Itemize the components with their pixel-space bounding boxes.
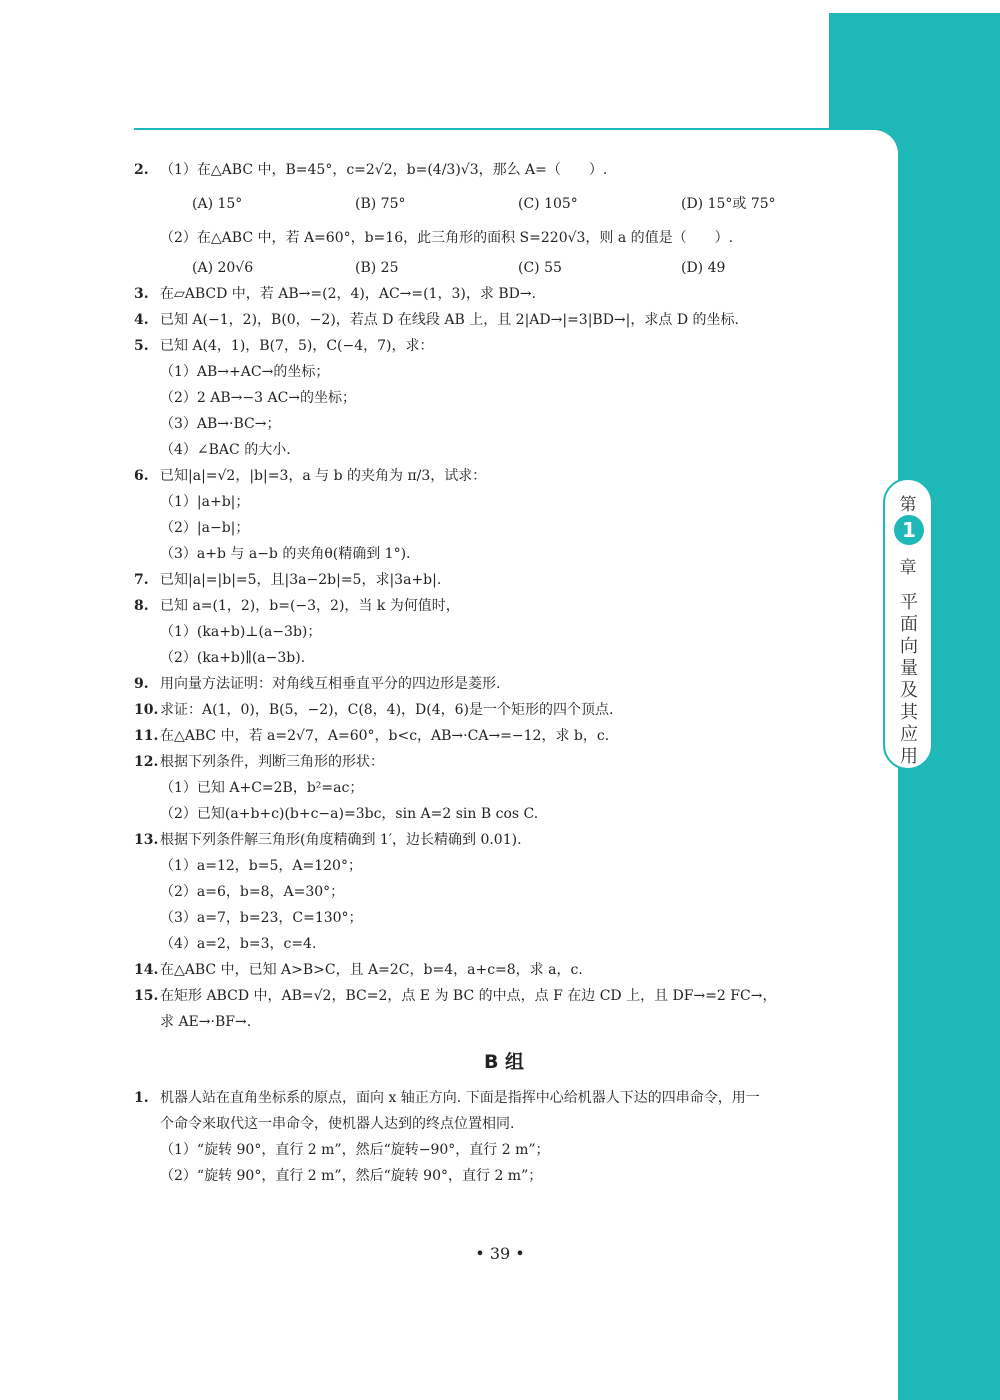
question-number: 4. xyxy=(134,312,149,328)
question-text: 在△ABC 中，若 a=2√7，A=60°，b<c，AB→·CA→=−12，求 b，c. xyxy=(160,728,610,744)
question-text: 用向量方法证明：对角线互相垂直平分的四边形是菱形. xyxy=(160,676,501,692)
question-2-part2: （2）在△ABC 中，若 A=60°，b=16，此三角形的面积 S=220√3，则 a 的值是（ ）. xyxy=(160,230,734,246)
page-number: • 39 • xyxy=(475,1244,525,1263)
question-number: 13. xyxy=(134,832,159,848)
header-rule xyxy=(134,128,900,130)
question-text: 根据下列条件解三角形(角度精确到 1′，边长精确到 0.01). xyxy=(160,832,522,848)
question-item xyxy=(134,463,874,489)
sub-question: （1）已知 A+C=2B，b²=ac； xyxy=(160,780,364,796)
question-list xyxy=(134,281,874,1035)
sub-question: （3）AB→·BC→； xyxy=(160,416,281,432)
question-2 xyxy=(134,157,874,183)
question-text: 求证：A(1，0)，B(5，−2)，C(8，4)，D(4，6)是一个矩形的四个顶点. xyxy=(160,702,614,718)
question-number: 5. xyxy=(134,338,149,354)
question-item xyxy=(134,723,874,749)
sub-question: （2）(ka+b)∥(a−3b). xyxy=(160,650,306,666)
question-text: 已知 a=(1，2)，b=(−3，2)，当 k 为何值时， xyxy=(160,598,460,614)
question-text: 已知|a|=√2，|b|=3，a 与 b 的夹角为 π/3，试求： xyxy=(160,468,487,484)
chapter-tab xyxy=(883,478,933,770)
exercise-content xyxy=(134,157,874,1189)
question-text: 在矩形 ABCD 中，AB=√2，BC=2，点 E 为 BC 的中点，点 F 在边 CD 上，且 DF→=2 FC→， xyxy=(160,988,777,1004)
question-number: 9. xyxy=(134,676,149,692)
sub-question: （1）|a+b|； xyxy=(160,494,250,510)
sub-question: （1）AB→+AC→的坐标； xyxy=(160,364,330,380)
option-b: (B) 75° xyxy=(355,196,406,212)
option-a: (A) 15° xyxy=(192,196,243,212)
question-number: 3. xyxy=(134,286,149,302)
option-b: (B) 25 xyxy=(355,260,399,276)
sub-question: （1）“旋转 90°，直行 2 m”，然后“旋转−90°，直行 2 m”； xyxy=(160,1142,550,1158)
option-a: (A) 20√6 xyxy=(192,260,254,276)
question-item xyxy=(134,749,874,775)
question-item xyxy=(134,697,874,723)
question-text: 已知 A(4，1)，B(7，5)，C(−4，7)，求： xyxy=(160,338,434,354)
sub-question: （2）2 AB→−3 AC→的坐标； xyxy=(160,390,357,406)
sub-question: （1）a=12，b=5，A=120°； xyxy=(160,858,362,874)
option-d: (D) 15°或 75° xyxy=(681,196,776,212)
sub-question: （2）|a−b|； xyxy=(160,520,250,536)
chapter-suffix: 章 xyxy=(899,558,917,578)
chapter-number-badge: 1 xyxy=(894,515,924,545)
question-number: 15. xyxy=(134,988,159,1004)
sub-question: （2）“旋转 90°，直行 2 m”，然后“旋转 90°，直行 2 m”； xyxy=(160,1168,543,1184)
question-number: 12. xyxy=(134,754,159,770)
question-2-part1-options xyxy=(134,191,874,217)
question-2-part2-options xyxy=(134,255,874,281)
question-number: 7. xyxy=(134,572,149,588)
question-number: 14. xyxy=(134,962,159,978)
option-c: (C) 105° xyxy=(518,196,578,212)
question-2-part1: （1）在△ABC 中，B=45°，c=2√2，b=(4/3)√3，那么 A=（ ）. xyxy=(160,162,608,178)
question-item xyxy=(134,827,874,853)
question-number: 6. xyxy=(134,468,149,484)
question-item xyxy=(134,333,874,359)
chapter-title: 平面向量及其应用 xyxy=(900,592,918,767)
question-text: 已知 A(−1，2)，B(0，−2)，若点 D 在线段 AB 上，且 2|AD→|=3|BD→|，求点 D 的坐标. xyxy=(160,312,739,328)
question-text: 机器人站在直角坐标系的原点，面向 x 轴正方向. 下面是指挥中心给机器人下达的四串命令，用一 xyxy=(160,1090,760,1106)
question-item xyxy=(134,957,874,983)
question-item xyxy=(134,307,874,333)
question-text: 根据下列条件，判断三角形的形状： xyxy=(160,754,384,770)
question-number: 11. xyxy=(134,728,159,744)
question-text: 在▱ABCD 中，若 AB→=(2，4)，AC→=(1，3)，求 BD→. xyxy=(160,286,537,302)
sub-question: （4）a=2，b=3，c=4. xyxy=(160,936,317,952)
sub-question: （2）已知(a+b+c)(b+c−a)=3bc，sin A=2 sin B cos C. xyxy=(160,806,539,822)
question-number: 1. xyxy=(134,1090,149,1106)
question-text: 已知|a|=|b|=5，且|3a−2b|=5，求|3a+b|. xyxy=(160,572,442,588)
sub-question: （4）∠BAC 的大小. xyxy=(160,442,291,458)
question-item xyxy=(134,567,874,593)
option-c: (C) 55 xyxy=(518,260,562,276)
question-text: 在△ABC 中，已知 A>B>C，且 A=2C，b=4，a+c=8，求 a，c. xyxy=(160,962,583,978)
sub-question: （3）a=7，b=23，C=130°； xyxy=(160,910,363,926)
option-d: (D) 49 xyxy=(681,260,726,276)
question-item xyxy=(134,671,874,697)
group-b-question-1 xyxy=(134,1085,874,1111)
question-item xyxy=(134,593,874,619)
question-item xyxy=(134,983,874,1009)
sub-question: （3）a+b 与 a−b 的夹角θ(精确到 1°). xyxy=(160,546,411,562)
sub-question: 求 AE→·BF→. xyxy=(160,1014,252,1030)
question-number: 10. xyxy=(134,702,159,718)
sub-question: （2）a=6，b=8，A=30°； xyxy=(160,884,345,900)
chapter-prefix: 第 xyxy=(899,495,917,515)
question-item xyxy=(134,281,874,307)
group-b-title: B 组 xyxy=(483,1051,525,1073)
question-number: 2. xyxy=(134,162,149,178)
question-number: 8. xyxy=(134,598,149,614)
sub-question: （1）(ka+b)⊥(a−3b)； xyxy=(160,624,322,640)
question-text-continued: 个命令来取代这一串命令，使机器人达到的终点位置相同. xyxy=(160,1116,515,1132)
